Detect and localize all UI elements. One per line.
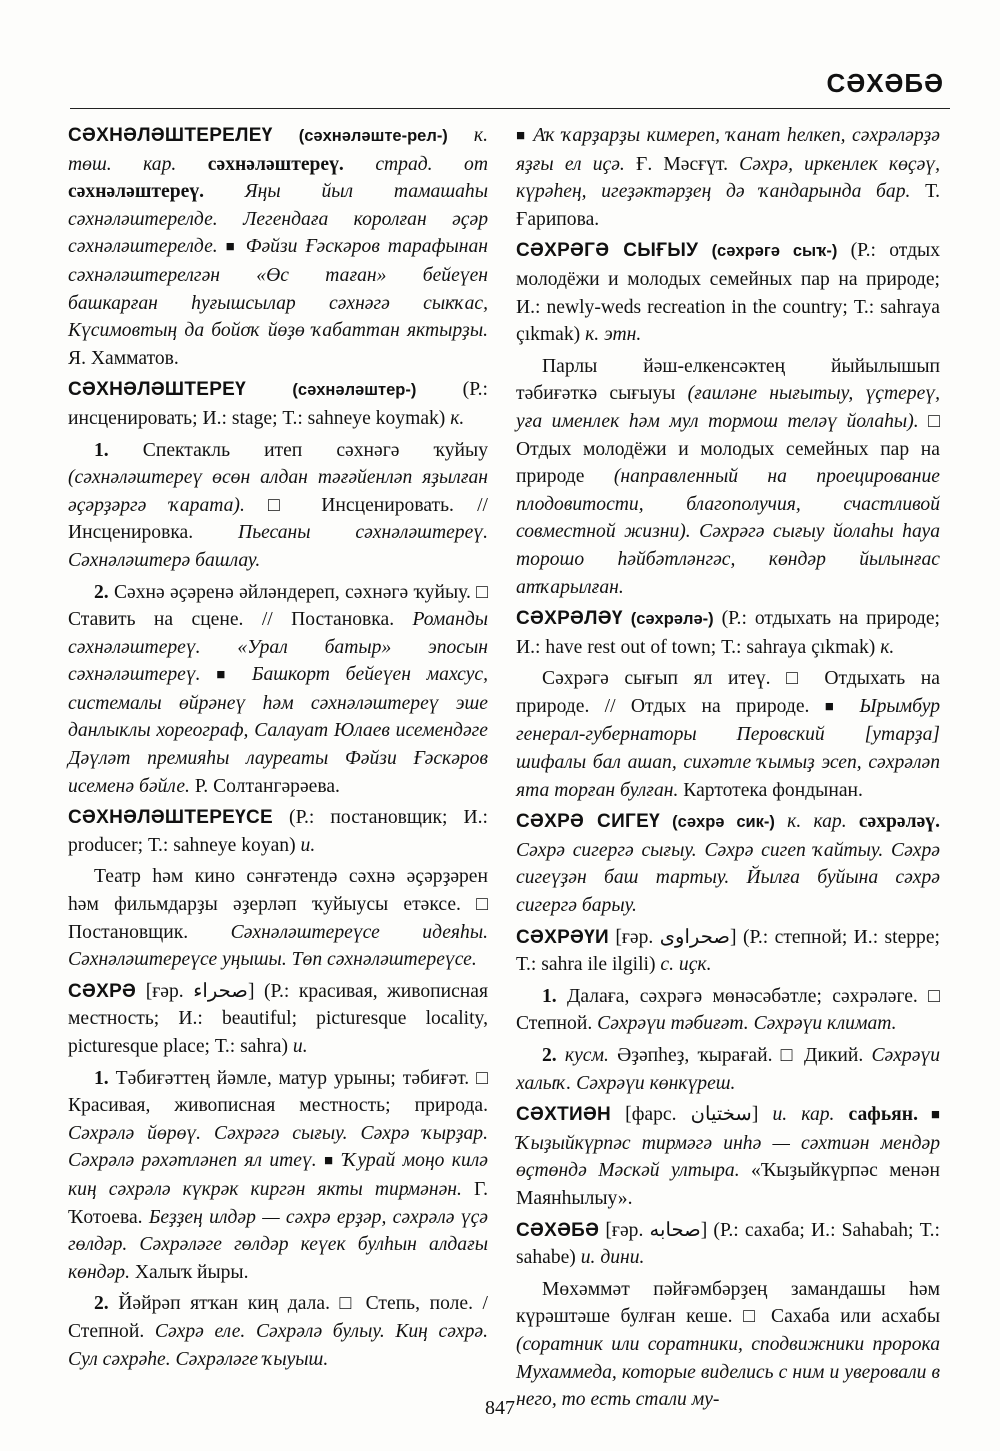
- left-column: [68, 120, 488, 1377]
- square-bullet-icon: ■: [323, 1153, 336, 1170]
- definition: Далаға, сәхрәгә мөнәсәбәтле; сәхрәләге. □ Степной.: [516, 985, 940, 1035]
- entry-sakhnaleshtereleu: [68, 122, 488, 372]
- headword: СӘХӘБӘ: [516, 1219, 600, 1241]
- equivalents: (Р.: степной; И.: steppe; Т.: sahra ile ilgili): [516, 926, 940, 976]
- page-number: 847: [485, 1397, 515, 1419]
- label: и.: [300, 834, 316, 856]
- etymology: [ғәр. صحراء]: [136, 980, 265, 1002]
- label: к.: [880, 636, 895, 658]
- source: Г. Ҡотоева.: [68, 1178, 488, 1228]
- gloss: (сәхнәләштереү өсөн алдан тәғәйенләп яҙылған әҫәрҙәргә ҡарата).: [68, 467, 488, 516]
- example: Сәхрәгә сығыу йолаһы һауа торошо һәйбәтләнгәс, көндәр йылынғас атҡарылған.: [516, 521, 940, 598]
- cross-reference: сәхрәләү.: [858, 811, 940, 833]
- sense-number: 2.: [94, 1293, 109, 1315]
- gloss: (направленный на проецирование плодовитости, благополучия, счастливой совместной жизни).: [516, 466, 940, 543]
- square-bullet-icon: ■: [824, 698, 845, 715]
- entry-sakhraleu: [516, 605, 940, 661]
- etymology: [фарс. سختيان]: [611, 1104, 773, 1126]
- entry-sakhtian: [516, 1101, 940, 1212]
- source: Ғ. Мәсғүт.: [624, 153, 740, 175]
- cross-reference: сәхнәләштереү.: [207, 153, 344, 175]
- headword: СӘХНӘЛӘШТЕРЕҮСЕ: [68, 807, 274, 829]
- definition: Сәхнә әҫәренә әйләндереп, сәхнәгә ҡуйыу. □ Ставить на сцене. // Постановка.: [68, 581, 488, 631]
- example: Сәхрәлә йөрөү. Сәхрәгә сығыу. Сәхрә ҡырҙар. Сәхрәлә рәхәтләнеп ял итеү.: [68, 1122, 488, 1172]
- example: Ырымбур генерал-губернаторы Перовский [утарҙа] шифалы бал ашап, сихәтле ҡымыҙ эсеп, сәхрәләп ята торған булған.: [516, 695, 941, 801]
- gloss: (ғаиләне нығытыу, үҫтереү, уға именлек һәм мул тормош теләү йолаһы).: [516, 383, 940, 432]
- russian-equivalent: □ Инсценировать. // Инсценировка.: [68, 494, 488, 544]
- headword: СӘХРӘ: [68, 980, 137, 1002]
- source: Р. Солтангәрәева.: [189, 775, 340, 797]
- equivalents: (Р.: постановщик; И.: producer; Т.: sahneye koyan): [68, 807, 488, 856]
- headword: СӘХНӘЛӘШТЕРЕЛЕҮ: [68, 125, 273, 146]
- example: Сәхрәүи халыҡ. Сәхрәүи көнкүреш.: [516, 1045, 940, 1094]
- equivalents: (Р.: сахаба; И.: Sahabah; Т.: sahabe): [516, 1219, 940, 1269]
- example: Сәхнәләштереүсе идеяһы. Сәхнәләштереүсе уңышы. Төп сәхнәләштереүсе.: [68, 921, 488, 971]
- label: и. кар.: [772, 1104, 849, 1126]
- example: Башкорт бейеүен махсус, системалы өйрәнеү һәм сәхнәләштереү эше данлыклы хореограф, Салауат Юлаев исемендәге Дәүләт премияһы лауреаты Фәйзи Ғәскәров исеменә бәйле.: [68, 664, 489, 797]
- headword: СӘХТИӘН: [516, 1104, 612, 1126]
- grammar-form: (сәхнәләште-рел-): [298, 127, 448, 145]
- label: к. этн.: [585, 324, 642, 346]
- example: Сәхрә еле. Сәхрәлә булыу. Киң сәхрә. Сул сәхрәһе. Сәхрәләге ҡыуыш.: [68, 1320, 489, 1370]
- cross-reference: сафьян.: [848, 1104, 918, 1126]
- example: Аҡ ҡарҙарҙы кимереп, ҡанат һелкеп, сәхрәләрҙә яҙғы ел иҫә.: [516, 125, 941, 175]
- definition: Спектакль итеп сәхнәгә ҡуйыу: [108, 439, 488, 461]
- sense-number: 2.: [542, 1045, 557, 1066]
- example: Романды сәхнәләштереү. «Урал батыр» эпосын сәхнәләштереү.: [68, 609, 488, 686]
- headword: СӘХРӘ СИГЕҮ: [516, 811, 660, 833]
- continued-examples: [516, 122, 940, 233]
- source: Т. Ғарипова.: [516, 181, 940, 230]
- sense-1: [68, 437, 488, 575]
- entry-sakhraga-syghyu: [516, 237, 940, 348]
- source: Халыҡ йыры.: [130, 1261, 249, 1283]
- definition-paragraph: [68, 863, 488, 973]
- right-column: [516, 120, 940, 1418]
- etymology: [ғәр. صحابه]: [599, 1219, 714, 1241]
- entry-sakhra: [68, 978, 488, 1061]
- definition: Мөхәммәт пәйғәмбәрҙең замандашы һәм күрәштәше булған кеше. □ Сахаба или асхабы: [516, 1278, 940, 1328]
- grammar-form: (сәхрәлә-): [630, 610, 714, 629]
- grammar-form: (сәхнәләштер-): [292, 381, 417, 400]
- example: Сәхрә, иркенлек көҫәү, күрәһең, игеҙәктәрҙең дә ҡандарында бар.: [516, 153, 940, 203]
- example: Яңы йыл тамашаһы сәхнәләштерелде. Легендаға королған әҫәр сәхнәләштерелде.: [68, 181, 488, 258]
- cross-reference: сәхнәләштереү.: [68, 181, 205, 203]
- label: к. төш. кар.: [68, 125, 488, 175]
- etymology: [ғәр. صحراوى]: [608, 926, 743, 948]
- definition: Сәхрәгә сығып ял итеү. □ Отдыхать на природе. // Отдых на природе.: [516, 668, 940, 717]
- gloss: (соратник или соратники, сподвижники пророка Мухаммеда, которые виделись с ним и уверовали в него, то есть стали му-: [516, 1333, 940, 1411]
- equivalents: (Р.: красивая, живописная местность; И.: beautiful; picturesque locality, picturesque place; Т.: sahra): [68, 980, 488, 1057]
- headword: СӘХНӘЛӘШТЕРЕҮ: [68, 379, 247, 401]
- label: к. кар.: [774, 811, 859, 833]
- headword: СӘХРӘҮИ: [516, 926, 609, 948]
- entry-sakhnaleshtereuse: [68, 804, 488, 859]
- equivalents: (Р.: отдых молодёжи и молодых семейных пар на природе; И.: newly-weds recreation in the country; Т.: sahraya çıkmak): [516, 240, 941, 346]
- example: Беҙҙең илдәр — сәхрә ерҙәр, сәхрәлә үҫә гөлдәр. Сәхрәләге гөлдәр кеүек булһын алдағы көндәр.: [68, 1206, 488, 1283]
- sense-1: [68, 1065, 488, 1287]
- entry-sakhaba: [516, 1217, 940, 1272]
- sense-2: [68, 1290, 488, 1373]
- equivalents: (Р.: инсценировать; И.: stage; Т.: sahneye koymak): [68, 379, 488, 429]
- label: страд. от: [343, 153, 489, 175]
- running-head: СӘХӘБӘ: [826, 68, 944, 98]
- square-bullet-icon: ■: [917, 1107, 940, 1124]
- label: кусм.: [556, 1045, 609, 1066]
- example: Пьесаны сәхнәләштереү. Сәхнәләштерә башлау.: [68, 522, 488, 571]
- headword: СӘХРӘЛӘҮ: [516, 608, 623, 630]
- sense-2: [516, 1042, 940, 1097]
- example: Ҡыҙыйкүрпәс тирмәгә инһә — сәхтиән мендәр өҫтөндә Мәскәй ултыра.: [516, 1132, 940, 1182]
- russian-equivalent: □ Отдых молодёжи и молодых семейных пар на природе: [516, 410, 940, 488]
- definition: Парлы йәш-елкенсәктең йыйылышып тәбиғәткә сығыуы: [516, 355, 940, 405]
- definition: Театр һәм кино сәнғәтендә сәхнә әҫәрҙәрен һәм фильмдарҙы әҙерләп ҡуйыусы етәксе. □ Постановщик.: [68, 866, 488, 943]
- sense-1: [516, 983, 940, 1038]
- source: Картотека фондынан.: [678, 779, 863, 801]
- sense-2: [68, 579, 488, 801]
- header-rule: [70, 108, 950, 109]
- square-bullet-icon: ■: [516, 128, 527, 144]
- grammar-form: (сәхрәгә сыҡ-): [711, 242, 838, 261]
- sense-number: 2.: [94, 581, 109, 603]
- definition: Йәйрәп ятҡан киң дала. □ Степь, поле. / Степной.: [68, 1293, 488, 1342]
- square-bullet-icon: ■: [216, 667, 237, 684]
- entry-sakhrawi: [516, 924, 940, 979]
- headword: СӘХРӘГӘ СЫҒЫУ: [516, 240, 699, 262]
- sense-number: 1.: [542, 985, 557, 1007]
- label: и. дини.: [580, 1247, 645, 1269]
- example: Фәйзи Ғәскәров тарафынан сәхнәләштерелгән «Өс таған» бейеүен башкарған һуғышсылар сәхнәгә сыкҡас, Күсимовтың да бойоҡ йөҙө ҡабаттан яктырҙы.: [68, 236, 489, 342]
- label: с. иҫк.: [660, 954, 712, 976]
- example: Ҡурай моңо килә киң сәхрәлә күкрәк киргән якты тирмәнән.: [68, 1150, 488, 1200]
- label: к.: [450, 407, 465, 429]
- source: «Ҡыҙыйкүрпәс менән Маянһылыу».: [516, 1160, 940, 1209]
- definition-paragraph: [516, 353, 940, 601]
- sense-number: 1.: [94, 1067, 109, 1089]
- grammar-form: (сәхрә сик-): [672, 813, 775, 832]
- source: Я. Хамматов.: [68, 347, 179, 369]
- definition-paragraph: [516, 1276, 940, 1414]
- example: Сәхрәүи тәбиғәт. Сәхрәүи климат.: [597, 1013, 897, 1035]
- definition: Тәбиғәттең йәмле, матур урыны; тәбиғәт. □ Красивая, живописная местность; природа.: [68, 1067, 488, 1117]
- label: и.: [292, 1036, 308, 1057]
- square-bullet-icon: ■: [225, 239, 238, 256]
- definition-paragraph: [516, 665, 940, 804]
- definition: Әҙәпһеҙ, ҡырағай. □ Дикий.: [608, 1045, 872, 1066]
- example: Сәхрә сигергә сығыу. Сәхрә сигеп ҡайтыу. Сәхрә сигеүҙән баш тартыу. Йылға буйына сәхрә сигергә барыу.: [516, 839, 940, 917]
- entry-sakhra-sigeu: [516, 808, 940, 919]
- sense-number: 1.: [94, 439, 109, 461]
- equivalents: (Р.: отдыхать на природе; И.: have rest out of town; Т.: sahraya çıkmak): [516, 608, 940, 658]
- entry-sakhnaleshtereu: [68, 376, 488, 432]
